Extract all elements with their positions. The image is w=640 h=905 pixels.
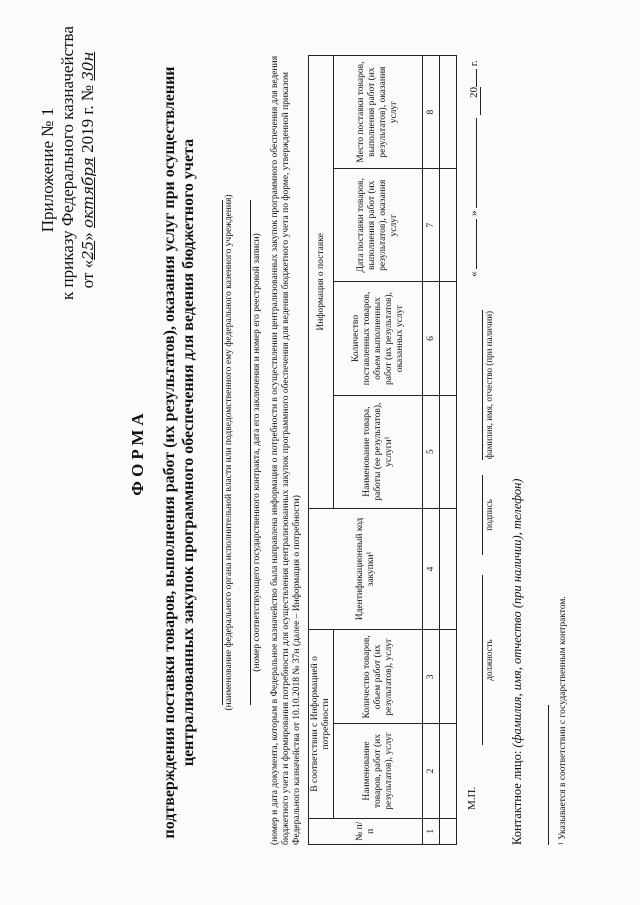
num-cell-6: 6	[423, 282, 440, 395]
empty-cell	[440, 818, 457, 844]
footnote: ¹ Указывается в соответствии с государственным контрактом.	[558, 596, 568, 845]
need-info-paragraph: (номер и дата документа, которым в Федеральное казначейство была направлена информация о потребности в осуществлении централизованных закупок программного обеспечения для ведения бюджетного учета и формирования потребности для осуществления централизованных закупок программного обеспечения для ведения бюджетного учета по форме, утвержденной приказом Федерального казначейства от 10.10.2018 № 37н (далее – Информация о потребности)	[270, 55, 302, 845]
empty-cell	[440, 169, 457, 282]
date-quote-close: »	[468, 210, 480, 216]
empty-cell	[440, 724, 457, 818]
handwritten-month: октября	[79, 157, 97, 229]
fio-caption: фамилия, имя, отчество (при наличии)	[484, 310, 494, 460]
signature-date	[468, 60, 481, 277]
table-header-row	[334, 56, 423, 845]
footnote-divider	[548, 705, 549, 845]
col-quantity-header: Количество товаров, объем работ (их результатов), услуг	[334, 630, 423, 724]
date-year-prefix: 20	[468, 87, 481, 115]
position-line	[482, 575, 483, 745]
num-cell-4: 4	[423, 508, 440, 630]
col-procurement-code-header: Идентификационный код закупки¹	[309, 508, 423, 630]
contact-label: Контактное лицо:	[510, 747, 524, 845]
contact-hint: (фамилия, имя, отчество (при наличии), телефон)	[510, 478, 524, 748]
col-delivery-date-header: Дата поставки товаров, выполнения работ (их результатов), оказания услуг	[334, 169, 423, 282]
col-delivery-place-header: Место поставки товаров, выполнения работ (их результатов), оказания услуг	[334, 56, 423, 169]
signature-caption: подпись	[484, 499, 494, 531]
col-name-header: Наименование товаров, работ (их результатов), услуг	[334, 724, 423, 818]
date-quote-open: «	[468, 271, 480, 277]
table-row	[440, 56, 457, 845]
title-line-2: централизованных закупок программного обеспечения для ведения бюджетного учета	[180, 138, 197, 767]
contract-fill-line	[250, 200, 251, 705]
date-year-suffix: г.	[468, 60, 480, 67]
form-heading: ФОРМА	[128, 409, 147, 496]
empty-cell	[440, 282, 457, 395]
title-line-1: подтверждения поставки товаров, выполнения работ (их результатов), оказания услуг при осуществлении	[161, 66, 178, 839]
fio-line	[482, 310, 483, 460]
num-cell-2: 2	[423, 724, 440, 818]
num-cell-3: 3	[423, 630, 440, 724]
document-title	[160, 60, 198, 845]
date-day-blank	[476, 219, 477, 269]
signature-line	[482, 475, 483, 555]
date-mid: »	[78, 228, 97, 241]
org-caption: (наименование федерального органа исполнительной власти или подведомственного ему федерального казенного учреждения)	[224, 194, 234, 711]
num-cell-7: 7	[423, 169, 440, 282]
appendix-block	[38, 26, 98, 300]
empty-cell	[440, 395, 457, 508]
stamp-place-label: М.П.	[466, 786, 478, 810]
col-item-name-header: Наименование товара, работы (ее результатов), услуги¹	[334, 395, 423, 508]
date-year: 2019 г. №	[78, 80, 97, 158]
appendix-order: к приказу Федерального казначейства	[58, 26, 77, 300]
date-year-blank	[476, 69, 477, 87]
col-delivered-quantity-header: Количество поставленных товаров, объем выполненных работ (их результатов), оказанных услуг	[334, 282, 423, 395]
num-cell-8: 8	[423, 56, 440, 169]
contact-person	[510, 479, 525, 845]
org-fill-line	[222, 200, 223, 705]
empty-cell	[440, 56, 457, 169]
num-cell-5: 5	[423, 395, 440, 508]
num-cell-1: 1	[423, 818, 440, 844]
empty-cell	[440, 630, 457, 724]
delivery-table	[308, 55, 457, 845]
empty-cell	[440, 508, 457, 630]
appendix-title: Приложение № 1	[38, 107, 57, 233]
position-caption: должность	[484, 639, 494, 681]
appendix-date	[78, 40, 98, 300]
date-prefix: от «	[78, 259, 97, 289]
contract-caption: (номер соответствующего государственного контракта, дата его заключения и номер его реестровой записи)	[252, 233, 262, 672]
table-number-row	[423, 56, 440, 845]
date-month-blank	[476, 118, 477, 208]
col-num-header: № п/п	[309, 818, 423, 844]
group-header-need: В соответствии с Информацией о потребности	[309, 630, 334, 818]
group-header-delivery: Информация о поставке	[309, 56, 334, 509]
handwritten-day: 25	[79, 240, 97, 260]
handwritten-number: 30н	[79, 51, 97, 81]
table-header-group-row	[309, 56, 334, 845]
